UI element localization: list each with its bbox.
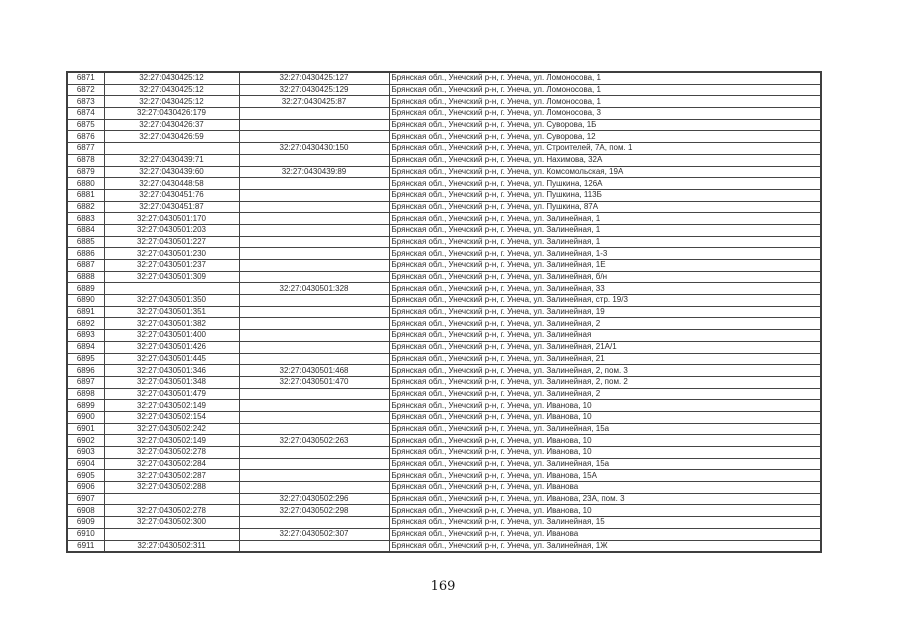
cell-address: Брянская обл., Унечский р-н, г. Унеча, ул. Иванова, 10 <box>389 447 821 459</box>
cell-cadastral-secondary <box>239 540 389 552</box>
table-row <box>67 458 821 470</box>
cell-cadastral-primary: 32:27:0430439:71 <box>104 154 239 166</box>
cell-row-number: 6909 <box>67 517 104 529</box>
cell-row-number: 6900 <box>67 411 104 423</box>
cell-row-number: 6899 <box>67 400 104 412</box>
cell-address: Брянская обл., Унечский р-н, г. Унеча, ул. Залинейная, б/н <box>389 271 821 283</box>
cell-row-number: 6911 <box>67 540 104 552</box>
cell-row-number: 6903 <box>67 447 104 459</box>
cell-cadastral-secondary <box>239 341 389 353</box>
cell-address: Брянская обл., Унечский р-н, г. Унеча, ул. Ломоносова, 1 <box>389 72 821 84</box>
cell-row-number: 6884 <box>67 224 104 236</box>
cell-cadastral-primary: 32:27:0430501:350 <box>104 295 239 307</box>
cell-row-number: 6882 <box>67 201 104 213</box>
cell-row-number: 6886 <box>67 248 104 260</box>
cell-cadastral-secondary <box>239 423 389 435</box>
table-row <box>67 341 821 353</box>
cell-cadastral-primary: 32:27:0430425:12 <box>104 84 239 96</box>
cell-row-number: 6897 <box>67 376 104 388</box>
table-row <box>67 435 821 447</box>
cell-address: Брянская обл., Унечский р-н, г. Унеча, ул. Залинейная <box>389 330 821 342</box>
cell-cadastral-secondary <box>239 260 389 272</box>
cell-address: Брянская обл., Унечский р-н, г. Унеча, ул. Залинейная, 19 <box>389 306 821 318</box>
cell-cadastral-secondary: 32:27:0430502:296 <box>239 493 389 505</box>
cell-cadastral-primary: 32:27:0430502:149 <box>104 435 239 447</box>
cell-cadastral-secondary: 32:27:0430425:129 <box>239 84 389 96</box>
cell-row-number: 6876 <box>67 131 104 143</box>
cell-cadastral-primary: 32:27:0430501:309 <box>104 271 239 283</box>
cell-cadastral-primary: 32:27:0430502:311 <box>104 540 239 552</box>
cell-cadastral-primary <box>104 493 239 505</box>
cell-row-number: 6887 <box>67 260 104 272</box>
cell-cadastral-primary: 32:27:0430502:278 <box>104 447 239 459</box>
table-row <box>67 493 821 505</box>
cell-cadastral-secondary <box>239 447 389 459</box>
table-row <box>67 96 821 108</box>
cell-row-number: 6894 <box>67 341 104 353</box>
cell-address: Брянская обл., Унечский р-н, г. Унеча, ул. Пушкина, 126А <box>389 178 821 190</box>
cell-cadastral-secondary <box>239 189 389 201</box>
cell-cadastral-secondary <box>239 224 389 236</box>
cell-row-number: 6877 <box>67 143 104 155</box>
cell-cadastral-primary: 32:27:0430451:87 <box>104 201 239 213</box>
table-row <box>67 72 821 84</box>
cell-cadastral-secondary <box>239 517 389 529</box>
cell-address: Брянская обл., Унечский р-н, г. Унеча, ул. Суворова, 1Б <box>389 119 821 131</box>
cell-address: Брянская обл., Унечский р-н, г. Унеча, ул. Иванова <box>389 528 821 540</box>
cell-row-number: 6905 <box>67 470 104 482</box>
cell-row-number: 6893 <box>67 330 104 342</box>
cell-row-number: 6879 <box>67 166 104 178</box>
table-row <box>67 388 821 400</box>
cell-cadastral-primary: 32:27:0430501:170 <box>104 213 239 225</box>
cell-row-number: 6896 <box>67 365 104 377</box>
table-row <box>67 108 821 120</box>
table-row <box>67 376 821 388</box>
cell-cadastral-secondary <box>239 154 389 166</box>
table-row <box>67 236 821 248</box>
cell-cadastral-primary: 32:27:0430501:400 <box>104 330 239 342</box>
cell-address: Брянская обл., Унечский р-н, г. Унеча, ул. Ломоносова, 3 <box>389 108 821 120</box>
cell-row-number: 6880 <box>67 178 104 190</box>
cell-cadastral-secondary <box>239 388 389 400</box>
cell-cadastral-primary: 32:27:0430502:154 <box>104 411 239 423</box>
cell-row-number: 6874 <box>67 108 104 120</box>
cell-row-number: 6883 <box>67 213 104 225</box>
cell-cadastral-primary: 32:27:0430501:426 <box>104 341 239 353</box>
cell-row-number: 6890 <box>67 295 104 307</box>
cell-address: Брянская обл., Унечский р-н, г. Унеча, ул. Ломоносова, 1 <box>389 84 821 96</box>
cell-cadastral-secondary <box>239 330 389 342</box>
cell-row-number: 6901 <box>67 423 104 435</box>
table-row <box>67 295 821 307</box>
cell-cadastral-primary: 32:27:0430425:12 <box>104 72 239 84</box>
cell-cadastral-secondary: 32:27:0430502:298 <box>239 505 389 517</box>
table-row <box>67 505 821 517</box>
cell-row-number: 6891 <box>67 306 104 318</box>
cell-cadastral-primary: 32:27:0430501:445 <box>104 353 239 365</box>
cell-cadastral-secondary <box>239 213 389 225</box>
cell-cadastral-primary: 32:27:0430426:179 <box>104 108 239 120</box>
cell-address: Брянская обл., Унечский р-н, г. Унеча, ул. Залинейная, 21 <box>389 353 821 365</box>
cell-cadastral-primary: 32:27:0430501:227 <box>104 236 239 248</box>
cell-cadastral-secondary: 32:27:0430502:263 <box>239 435 389 447</box>
table-row <box>67 189 821 201</box>
table-row <box>67 411 821 423</box>
cell-cadastral-secondary <box>239 400 389 412</box>
table-row <box>67 119 821 131</box>
cell-row-number: 6906 <box>67 482 104 494</box>
cell-address: Брянская обл., Унечский р-н, г. Унеча, ул. Залинейная, 1 <box>389 213 821 225</box>
cell-cadastral-primary: 32:27:0430502:284 <box>104 458 239 470</box>
table-row <box>67 283 821 295</box>
table-row <box>67 248 821 260</box>
table-row <box>67 178 821 190</box>
cell-row-number: 6898 <box>67 388 104 400</box>
cell-row-number: 6878 <box>67 154 104 166</box>
cadastral-table-body <box>67 72 821 552</box>
cell-cadastral-primary: 32:27:0430502:149 <box>104 400 239 412</box>
cell-cadastral-secondary <box>239 178 389 190</box>
table-row <box>67 528 821 540</box>
table-row <box>67 447 821 459</box>
cell-cadastral-secondary <box>239 411 389 423</box>
cell-cadastral-secondary <box>239 108 389 120</box>
table-row <box>67 353 821 365</box>
table-row <box>67 470 821 482</box>
cell-cadastral-secondary <box>239 295 389 307</box>
table-row <box>67 365 821 377</box>
cell-row-number: 6904 <box>67 458 104 470</box>
cell-cadastral-secondary <box>239 236 389 248</box>
cell-cadastral-secondary: 32:27:0430501:468 <box>239 365 389 377</box>
table-row <box>67 154 821 166</box>
cell-cadastral-secondary <box>239 306 389 318</box>
cell-cadastral-primary <box>104 283 239 295</box>
table-row <box>67 213 821 225</box>
cell-address: Брянская обл., Унечский р-н, г. Унеча, ул. Иванова, 10 <box>389 435 821 447</box>
cell-row-number: 6895 <box>67 353 104 365</box>
cell-cadastral-secondary: 32:27:0430501:328 <box>239 283 389 295</box>
cell-row-number: 6881 <box>67 189 104 201</box>
cell-address: Брянская обл., Унечский р-н, г. Унеча, ул. Залинейная, 1-3 <box>389 248 821 260</box>
cell-address: Брянская обл., Унечский р-н, г. Унеча, ул. Залинейная, 33 <box>389 283 821 295</box>
table-row <box>67 400 821 412</box>
table-row <box>67 517 821 529</box>
cell-address: Брянская обл., Унечский р-н, г. Унеча, ул. Строителей, 7А, пом. 1 <box>389 143 821 155</box>
cell-cadastral-secondary <box>239 271 389 283</box>
cell-address: Брянская обл., Унечский р-н, г. Унеча, ул. Залинейная, 2 <box>389 318 821 330</box>
cell-cadastral-secondary: 32:27:0430425:127 <box>239 72 389 84</box>
cell-cadastral-primary: 32:27:0430501:382 <box>104 318 239 330</box>
cell-address: Брянская обл., Унечский р-н, г. Унеча, ул. Залинейная, 1Е <box>389 260 821 272</box>
cell-cadastral-secondary: 32:27:0430501:470 <box>239 376 389 388</box>
cell-cadastral-primary: 32:27:0430451:76 <box>104 189 239 201</box>
page-number: 169 <box>430 579 456 594</box>
cell-cadastral-primary: 32:27:0430502:278 <box>104 505 239 517</box>
cell-address: Брянская обл., Унечский р-н, г. Унеча, ул. Залинейная, 15а <box>389 458 821 470</box>
table-row <box>67 260 821 272</box>
cell-row-number: 6907 <box>67 493 104 505</box>
cell-cadastral-primary <box>104 143 239 155</box>
cell-address: Брянская обл., Унечский р-н, г. Унеча, ул. Пушкина, 87А <box>389 201 821 213</box>
cell-cadastral-primary: 32:27:0430502:242 <box>104 423 239 435</box>
cell-address: Брянская обл., Унечский р-н, г. Унеча, ул. Пушкина, 113Б <box>389 189 821 201</box>
cell-cadastral-primary: 32:27:0430425:12 <box>104 96 239 108</box>
cell-cadastral-primary: 32:27:0430501:479 <box>104 388 239 400</box>
cell-cadastral-secondary: 32:27:0430425:87 <box>239 96 389 108</box>
cell-address: Брянская обл., Унечский р-н, г. Унеча, ул. Залинейная, 2, пом. 2 <box>389 376 821 388</box>
cell-row-number: 6892 <box>67 318 104 330</box>
cell-cadastral-primary: 32:27:0430501:351 <box>104 306 239 318</box>
cell-cadastral-secondary <box>239 482 389 494</box>
cell-row-number: 6902 <box>67 435 104 447</box>
cell-address: Брянская обл., Унечский р-н, г. Унеча, ул. Ломоносова, 1 <box>389 96 821 108</box>
cell-cadastral-secondary <box>239 131 389 143</box>
table-row <box>67 143 821 155</box>
cell-cadastral-primary: 32:27:0430426:59 <box>104 131 239 143</box>
cell-address: Брянская обл., Унечский р-н, г. Унеча, ул. Залинейная, 15 <box>389 517 821 529</box>
cell-address: Брянская обл., Унечский р-н, г. Унеча, ул. Иванова, 23А, пом. 3 <box>389 493 821 505</box>
cell-cadastral-secondary: 32:27:0430430:150 <box>239 143 389 155</box>
cell-row-number: 6889 <box>67 283 104 295</box>
cell-row-number: 6875 <box>67 119 104 131</box>
cell-cadastral-primary: 32:27:0430439:60 <box>104 166 239 178</box>
cell-cadastral-primary: 32:27:0430501:203 <box>104 224 239 236</box>
cell-cadastral-secondary <box>239 119 389 131</box>
cell-cadastral-primary: 32:27:0430502:300 <box>104 517 239 529</box>
cell-cadastral-secondary <box>239 201 389 213</box>
cell-cadastral-secondary <box>239 248 389 260</box>
table-row <box>67 84 821 96</box>
table-row <box>67 482 821 494</box>
cell-address: Брянская обл., Унечский р-н, г. Унеча, ул. Иванова, 10 <box>389 400 821 412</box>
table-row <box>67 166 821 178</box>
cell-address: Брянская обл., Унечский р-н, г. Унеча, ул. Залинейная, 1 <box>389 236 821 248</box>
cell-cadastral-secondary <box>239 318 389 330</box>
table-row <box>67 306 821 318</box>
table-row <box>67 131 821 143</box>
cell-cadastral-primary <box>104 528 239 540</box>
table-row <box>67 330 821 342</box>
cell-row-number: 6885 <box>67 236 104 248</box>
cell-cadastral-primary: 32:27:0430448:58 <box>104 178 239 190</box>
cell-row-number: 6871 <box>67 72 104 84</box>
cell-cadastral-primary: 32:27:0430502:287 <box>104 470 239 482</box>
cell-address: Брянская обл., Унечский р-н, г. Унеча, ул. Залинейная, 21А/1 <box>389 341 821 353</box>
cell-cadastral-primary: 32:27:0430426:37 <box>104 119 239 131</box>
cell-row-number: 6910 <box>67 528 104 540</box>
table-row <box>67 540 821 552</box>
cell-row-number: 6873 <box>67 96 104 108</box>
cell-cadastral-primary: 32:27:0430502:288 <box>104 482 239 494</box>
cell-address: Брянская обл., Унечский р-н, г. Унеча, ул. Нахимова, 32А <box>389 154 821 166</box>
cell-cadastral-secondary: 32:27:0430439:89 <box>239 166 389 178</box>
cell-address: Брянская обл., Унечский р-н, г. Унеча, ул. Залинейная, 2, пом. 3 <box>389 365 821 377</box>
cell-cadastral-secondary <box>239 458 389 470</box>
table-row <box>67 271 821 283</box>
table-row <box>67 201 821 213</box>
cell-address: Брянская обл., Унечский р-н, г. Унеча, ул. Иванова <box>389 482 821 494</box>
cell-cadastral-secondary: 32:27:0430502:307 <box>239 528 389 540</box>
cell-address: Брянская обл., Унечский р-н, г. Унеча, ул. Залинейная, 2 <box>389 388 821 400</box>
cell-row-number: 6888 <box>67 271 104 283</box>
cell-cadastral-primary: 32:27:0430501:237 <box>104 260 239 272</box>
cadastral-table <box>66 71 822 553</box>
cell-address: Брянская обл., Унечский р-н, г. Унеча, ул. Залинейная, стр. 19/3 <box>389 295 821 307</box>
table-row <box>67 224 821 236</box>
cell-cadastral-primary: 32:27:0430501:348 <box>104 376 239 388</box>
cell-row-number: 6908 <box>67 505 104 517</box>
cell-address: Брянская обл., Унечский р-н, г. Унеча, ул. Залинейная, 15а <box>389 423 821 435</box>
cell-address: Брянская обл., Унечский р-н, г. Унеча, ул. Комсомольская, 19А <box>389 166 821 178</box>
cell-cadastral-secondary <box>239 353 389 365</box>
cell-address: Брянская обл., Унечский р-н, г. Унеча, ул. Иванова, 10 <box>389 411 821 423</box>
cell-address: Брянская обл., Унечский р-н, г. Унеча, ул. Суворова, 12 <box>389 131 821 143</box>
table-row <box>67 423 821 435</box>
table-row <box>67 318 821 330</box>
cell-address: Брянская обл., Унечский р-н, г. Унеча, ул. Залинейная, 1Ж <box>389 540 821 552</box>
cell-cadastral-secondary <box>239 470 389 482</box>
cell-address: Брянская обл., Унечский р-н, г. Унеча, ул. Иванова, 15А <box>389 470 821 482</box>
cell-cadastral-primary: 32:27:0430501:230 <box>104 248 239 260</box>
cell-address: Брянская обл., Унечский р-н, г. Унеча, ул. Залинейная, 1 <box>389 224 821 236</box>
cell-row-number: 6872 <box>67 84 104 96</box>
cell-cadastral-primary: 32:27:0430501:346 <box>104 365 239 377</box>
cell-address: Брянская обл., Унечский р-н, г. Унеча, ул. Иванова, 10 <box>389 505 821 517</box>
